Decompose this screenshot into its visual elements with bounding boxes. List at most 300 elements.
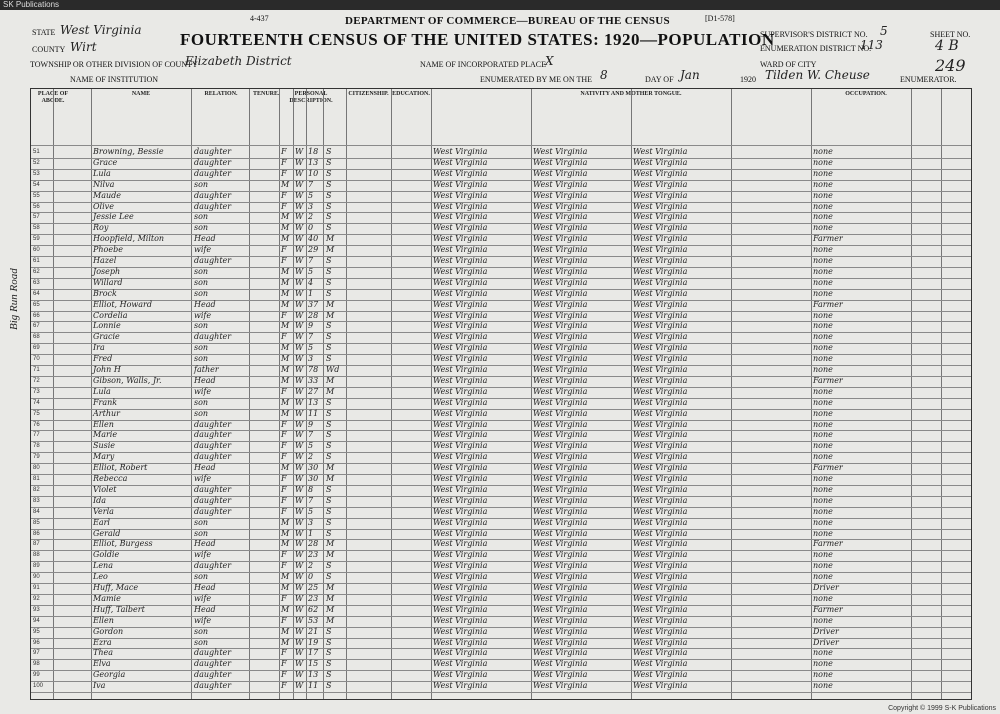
mother-birthplace: West Virginia [633,332,688,342]
age: 53 [308,615,319,625]
race: W [295,506,304,516]
age: 21 [308,626,319,636]
sex: F [281,168,287,178]
marital-status: S [326,637,332,647]
mother-birthplace: West Virginia [633,604,688,614]
row-number: 99 [33,672,40,679]
relation: Head [194,539,216,549]
mother-birthplace: West Virginia [633,321,688,331]
birthplace: West Virginia [433,179,488,189]
race: W [295,343,304,353]
county-value: Wirt [70,40,97,54]
marital-status: S [326,626,332,636]
occupation: none [813,615,833,625]
row-number: 63 [33,279,40,286]
person-name: Gracie [93,332,120,342]
person-name: Brock [93,288,117,298]
age: 7 [308,495,314,505]
sex: M [281,212,290,222]
race: W [295,365,304,374]
race: W [295,593,304,603]
sex: M [281,604,290,614]
sex: M [281,408,290,418]
relation: daughter [194,648,232,658]
sheet-label: SHEET NO. [930,30,971,39]
relation: daughter [194,190,232,200]
occupation: none [813,332,833,342]
race: W [295,626,304,636]
mother-birthplace: West Virginia [633,245,688,255]
occupation: Driver [813,637,839,647]
row-number: 86 [33,530,40,537]
mother-birthplace: West Virginia [633,539,688,549]
birthplace: West Virginia [433,299,488,309]
col-name: NAME [131,91,151,97]
enumerated-label: ENUMERATED BY ME ON THE [480,75,592,84]
occupation: none [813,157,833,167]
row-number: 67 [33,323,40,330]
relation: son [194,277,209,287]
row-number: 79 [33,454,40,461]
birthplace: West Virginia [433,365,488,374]
row-number: 70 [33,356,40,363]
age: 1 [308,528,314,538]
marital-status: S [326,430,332,440]
father-birthplace: West Virginia [533,179,588,189]
person-name: Willard [93,277,123,287]
sex: M [281,343,290,353]
sex: F [281,561,287,571]
age: 1 [308,288,314,298]
mother-birthplace: West Virginia [633,212,688,222]
age: 5 [308,506,314,516]
sex: F [281,484,287,494]
race: W [295,332,304,342]
form-code: [D1-578] [705,14,735,23]
relation: son [194,397,209,407]
race: W [295,310,304,320]
sex: F [281,245,287,255]
occupation: none [813,419,833,429]
state-value: West Virginia [60,23,142,37]
race: W [295,266,304,276]
mother-birthplace: West Virginia [633,419,688,429]
person-name: Roy [93,223,109,233]
person-name: Browning, Bessie [93,147,164,156]
sex: F [281,474,287,483]
sex: F [281,332,287,342]
marital-status: S [326,179,332,189]
mother-birthplace: West Virginia [633,670,688,680]
mother-birthplace: West Virginia [633,452,688,462]
person-name: Leo [93,572,108,582]
occupation: none [813,506,833,516]
father-birthplace: West Virginia [533,354,588,364]
sex: F [281,157,287,167]
occupation: none [813,190,833,200]
father-birthplace: West Virginia [533,190,588,200]
birthplace: West Virginia [433,245,488,255]
row-number: 97 [33,650,40,657]
age: 5 [308,266,314,276]
mother-birthplace: West Virginia [633,648,688,658]
person-name: Elva [93,659,111,669]
sheet-value: 4 B [935,38,959,54]
row-number: 71 [33,367,40,373]
row-number: 96 [33,639,40,646]
relation: wife [194,474,212,483]
marital-status: S [326,408,332,418]
person-name: Arthur [93,408,120,418]
birthplace: West Virginia [433,572,488,582]
marital-status: M [326,550,335,560]
person-name: Lena [93,561,113,571]
age: 5 [308,441,314,451]
age: 23 [308,593,319,603]
sex: F [281,201,287,211]
mother-birthplace: West Virginia [633,626,688,636]
marital-status: S [326,452,332,462]
birthplace: West Virginia [433,256,488,265]
person-name: Mamie [93,593,121,603]
birthplace: West Virginia [433,659,488,669]
occupation: none [813,168,833,178]
relation: wife [194,386,212,396]
father-birthplace: West Virginia [533,375,588,385]
occupation: none [813,397,833,407]
mother-birthplace: West Virginia [633,310,688,320]
person-name: Phoebe [93,245,123,255]
sex: M [281,321,290,331]
birthplace: West Virginia [433,419,488,429]
row-number: 68 [33,334,40,341]
mother-birthplace: West Virginia [633,441,688,451]
race: W [295,223,304,233]
marital-status: S [326,354,332,364]
occupation: none [813,212,833,222]
marital-status: S [326,648,332,658]
occupation: Farmer [813,375,843,385]
publisher-top: SK Publications [3,0,60,9]
mother-birthplace: West Virginia [633,506,688,516]
birthplace: West Virginia [433,212,488,222]
marital-status: S [326,223,332,233]
mother-birthplace: West Virginia [633,354,688,364]
marital-status: S [326,212,332,222]
marital-status: S [326,190,332,200]
row-number: 58 [33,225,40,232]
col-citizenship: CITIZENSHIP. [348,91,389,97]
sex: M [281,365,290,374]
birthplace: West Virginia [433,463,488,473]
ward-label: WARD OF CITY [760,60,817,69]
sex: M [281,179,290,189]
birthplace: West Virginia [433,234,488,244]
col-occupation: OCCUPATION. [845,91,887,97]
person-name: Georgia [93,670,126,680]
race: W [295,212,304,222]
race: W [295,190,304,200]
age: 9 [308,321,314,331]
occupation: Farmer [813,463,843,473]
supervisor-label: SUPERVISOR'S DISTRICT NO. [760,30,868,39]
birthplace: West Virginia [433,484,488,494]
marital-status: S [326,659,332,669]
mother-birthplace: West Virginia [633,484,688,494]
enumerator-label: ENUMERATOR. [900,75,957,84]
birthplace: West Virginia [433,190,488,200]
col-education: EDUCATION. [392,91,430,97]
sex: M [281,463,290,473]
mother-birthplace: West Virginia [633,408,688,418]
age: 28 [308,310,319,320]
relation: son [194,408,209,418]
relation: daughter [194,147,232,156]
marital-status: S [326,168,332,178]
birthplace: West Virginia [433,506,488,516]
row-number: 61 [33,258,40,264]
person-name: Thea [93,648,113,658]
occupation: Driver [813,626,839,636]
page-stamp: 249 [935,56,966,75]
row-number: 88 [33,552,40,559]
birthplace: West Virginia [433,375,488,385]
marital-status: S [326,147,332,156]
father-birthplace: West Virginia [533,343,588,353]
supervisor-value: 5 [880,24,888,38]
mother-birthplace: West Virginia [633,495,688,505]
person-name: Hoopfield, Milton [93,234,165,244]
relation: Head [194,604,216,614]
race: W [295,277,304,287]
sex: F [281,681,287,691]
person-name: Nilva [93,179,115,189]
age: 33 [308,375,319,385]
race: W [295,375,304,385]
relation: Head [194,299,216,309]
occupation: none [813,321,833,331]
birthplace: West Virginia [433,430,488,440]
marital-status: S [326,561,332,571]
father-birthplace: West Virginia [533,299,588,309]
marital-status: S [326,256,332,265]
race: W [295,147,304,156]
person-name: Grace [93,157,118,167]
sex: F [281,550,287,560]
birthplace: West Virginia [433,648,488,658]
father-birthplace: West Virginia [533,332,588,342]
row-number: 57 [33,214,40,221]
relation: son [194,343,209,353]
father-birthplace: West Virginia [533,408,588,418]
age: 17 [308,648,319,658]
mother-birthplace: West Virginia [633,572,688,582]
father-birthplace: West Virginia [533,452,588,462]
occupation: none [813,517,833,527]
mother-birthplace: West Virginia [633,681,688,691]
relation: son [194,572,209,582]
sex: F [281,615,287,625]
sex: F [281,147,287,156]
father-birthplace: West Virginia [533,223,588,233]
row-number: 95 [33,628,40,635]
mother-birthplace: West Virginia [633,463,688,473]
relation: daughter [194,495,232,505]
person-name: Maude [93,190,121,200]
age: 0 [308,572,314,582]
occupation: none [813,441,833,451]
year: 1920 [740,75,756,84]
row-number: 52 [33,159,40,166]
age: 25 [308,583,319,592]
mother-birthplace: West Virginia [633,615,688,625]
marital-status: M [326,245,335,255]
age: 5 [308,343,314,353]
row-number: 73 [33,388,40,395]
relation: Head [194,375,216,385]
marital-status: M [326,539,335,549]
age: 2 [308,561,314,571]
mother-birthplace: West Virginia [633,179,688,189]
row-number: 66 [33,312,40,319]
occupation: none [813,245,833,255]
enumerated-day: 8 [600,68,608,82]
mother-birthplace: West Virginia [633,517,688,527]
father-birthplace: West Virginia [533,506,588,516]
sex: M [281,397,290,407]
age: 28 [308,539,319,549]
sex: F [281,419,287,429]
father-birthplace: West Virginia [533,474,588,483]
row-number: 83 [33,497,40,504]
age: 3 [308,201,314,211]
occupation: none [813,201,833,211]
relation: son [194,266,209,276]
relation: son [194,528,209,538]
age: 15 [308,659,319,669]
age: 0 [308,223,314,233]
person-name: Violet [93,484,117,494]
relation: daughter [194,506,232,516]
age: 2 [308,212,314,222]
row-number: 90 [33,574,40,581]
row-number: 92 [33,595,40,602]
age: 8 [308,484,314,494]
relation: daughter [194,332,232,342]
race: W [295,256,304,265]
row-number: 53 [33,170,40,177]
sex: M [281,583,290,592]
father-birthplace: West Virginia [533,430,588,440]
form-number: 4-437 [250,14,269,23]
race: W [295,517,304,527]
marital-status: S [326,266,332,276]
occupation: Farmer [813,234,843,244]
marital-status: M [326,474,335,483]
father-birthplace: West Virginia [533,495,588,505]
race: W [295,441,304,451]
sex: M [281,637,290,647]
race: W [295,539,304,549]
row-number: 94 [33,617,40,624]
row-number: 89 [33,563,40,570]
person-name: Lonnie [93,321,121,331]
mother-birthplace: West Virginia [633,528,688,538]
father-birthplace: West Virginia [533,572,588,582]
relation: wife [194,593,212,603]
occupation: none [813,408,833,418]
age: 11 [308,681,319,691]
marital-status: S [326,670,332,680]
relation: daughter [194,419,232,429]
row-number: 59 [33,236,40,243]
enumeration-value: 113 [860,38,883,52]
father-birthplace: West Virginia [533,212,588,222]
father-birthplace: West Virginia [533,659,588,669]
occupation: none [813,147,833,156]
relation: daughter [194,681,232,691]
occupation: none [813,266,833,276]
occupation: none [813,386,833,396]
day-label: DAY OF [645,75,674,84]
enumeration-label: ENUMERATION DISTRICT NO. [760,44,872,53]
marital-status: M [326,234,335,244]
person-name: Jessie Lee [93,212,134,222]
race: W [295,495,304,505]
mother-birthplace: West Virginia [633,234,688,244]
row-number: 93 [33,606,40,613]
census-table [30,88,972,700]
person-name: Verla [93,506,114,516]
birthplace: West Virginia [433,681,488,691]
marital-status: M [326,615,335,625]
row-number: 76 [33,421,40,428]
person-name: Goldie [93,550,120,560]
birthplace: West Virginia [433,147,488,156]
sex: F [281,659,287,669]
mother-birthplace: West Virginia [633,375,688,385]
person-name: Gerald [93,528,121,538]
father-birthplace: West Virginia [533,583,588,592]
marital-status: M [326,583,335,592]
mother-birthplace: West Virginia [633,343,688,353]
marital-status: S [326,397,332,407]
month-value: Jan [680,68,700,82]
mother-birthplace: West Virginia [633,288,688,298]
department-title: DEPARTMENT OF COMMERCE—BUREAU OF THE CENSUS [345,15,670,27]
sex: F [281,593,287,603]
marital-status: M [326,463,335,473]
relation: daughter [194,659,232,669]
father-birthplace: West Virginia [533,147,588,156]
race: W [295,245,304,255]
row-number: 54 [33,181,40,188]
col-relation: RELATION. [204,91,238,97]
row-number: 82 [33,486,40,493]
relation: daughter [194,168,232,178]
occupation: none [813,256,833,265]
marital-status: S [326,277,332,287]
age: 2 [308,452,314,462]
father-birthplace: West Virginia [533,626,588,636]
person-name: Elliot, Howard [93,299,152,309]
marital-status: M [326,299,335,309]
occupation: none [813,277,833,287]
birthplace: West Virginia [433,201,488,211]
row-number: 87 [33,541,40,548]
race: W [295,484,304,494]
census-title: FOURTEENTH CENSUS OF THE UNITED STATES: 1920—POPULATION [180,30,775,49]
